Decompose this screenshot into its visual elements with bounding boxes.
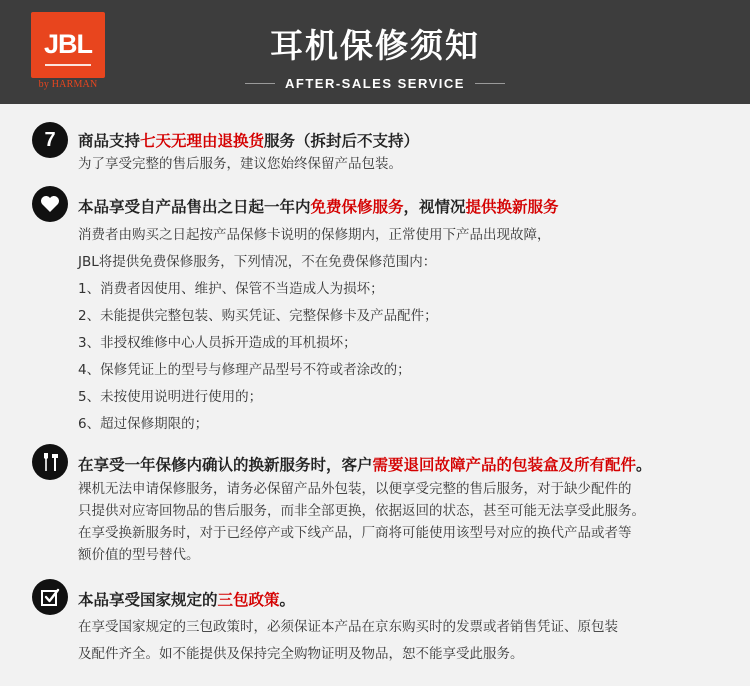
section-4-body — [78, 614, 728, 668]
heading-highlight: 需要退回故障产品的包装盒及所有配件 — [372, 456, 637, 474]
subtitle-row — [230, 76, 520, 91]
section-4-heading — [78, 588, 295, 610]
heading-text: 服务（拆封后不支持） — [264, 132, 420, 150]
body-line: 2、未能提供完整包装、购买凭证、完整保修卡及产品配件； — [78, 308, 438, 324]
jbl-logo — [31, 12, 105, 92]
body-line: 裸机无法申请保修服务，请务必保留产品外包装，以便享受完整的售后服务，对于缺少配件的 — [78, 481, 632, 497]
heading-highlight: 三包政策 — [217, 591, 280, 609]
body-line: 5、未按使用说明进行使用的； — [78, 389, 263, 405]
heart-icon — [32, 186, 68, 222]
logo-subtext: by HARMAN — [38, 79, 98, 90]
heading-text: ，视情况 — [403, 198, 466, 216]
logo-underline — [45, 64, 91, 66]
badge-number: 7 — [44, 128, 56, 151]
section-2-body — [78, 222, 728, 438]
body-line: 额价值的型号替代。 — [78, 547, 200, 563]
header-banner — [0, 0, 750, 104]
heading-highlight: 免费保修服务 — [310, 198, 404, 216]
body-line: 1、消费者因使用、维护、保管不当造成人为损坏； — [78, 281, 384, 297]
logo-text: JBL — [43, 29, 92, 59]
body-line: 4、保修凭证上的型号与修理产品型号不符或者涂改的； — [78, 362, 411, 378]
seven-day-icon — [32, 122, 68, 158]
body-line: 及配件齐全。如不能提供及保持完全购物证明及物品，恕不能享受此服务。 — [78, 646, 524, 662]
heading-highlight: 七天无理由退换货 — [140, 132, 265, 150]
subtitle-dash-left — [245, 83, 275, 84]
heading-text: 。 — [636, 456, 652, 474]
heading-text: 本品享受国家规定的 — [78, 591, 218, 609]
subtitle-dash-right — [475, 83, 505, 84]
body-line: 在享受换新服务时，对于已经停产或下线产品，厂商将可能使用该型号对应的换代产品或者等 — [78, 525, 632, 541]
page-title: 耳机保修须知 — [270, 26, 480, 65]
heading-text: 本品享受自产品售出之日起一年内 — [78, 198, 311, 216]
checkbox-icon — [32, 579, 68, 615]
body-line: 6、超过保修期限的； — [78, 416, 209, 432]
logo-box — [31, 12, 105, 78]
tools-icon — [32, 444, 68, 480]
body-line: 3、非授权维修中心人员拆开造成的耳机损坏； — [78, 335, 357, 351]
body-line: 为了享受完整的售后服务，建议您始终保留产品包装。 — [78, 156, 402, 172]
page-subtitle: AFTER-SALES SERVICE — [285, 76, 465, 91]
body-line: 只提供对应寄回物品的售后服务，而非全部更换，依据返回的状态，甚至可能无法享受此服务。 — [78, 503, 645, 519]
heading-highlight: 提供换新服务 — [465, 198, 559, 216]
section-3-heading — [78, 453, 652, 475]
section-3-body — [78, 478, 728, 566]
body-line: 消费者由购买之日起按产品保修卡说明的保修期内，正常使用下产品出现故障， — [78, 227, 551, 243]
section-1-body — [78, 151, 728, 178]
section-1-heading — [78, 129, 419, 151]
body-line: 在享受国家规定的三包政策时，必须保证本产品在京东购买时的发票或者销售凭证、原包装 — [78, 619, 618, 635]
section-2-heading — [78, 195, 559, 217]
heading-text: 商品支持 — [78, 132, 141, 150]
body-line: JBL将提供免费保修服务，下列情况，不在免费保修范围内： — [78, 254, 437, 270]
heading-text: 在享受一年保修内确认的换新服务时，客户 — [78, 456, 373, 474]
heading-text: 。 — [279, 591, 296, 609]
